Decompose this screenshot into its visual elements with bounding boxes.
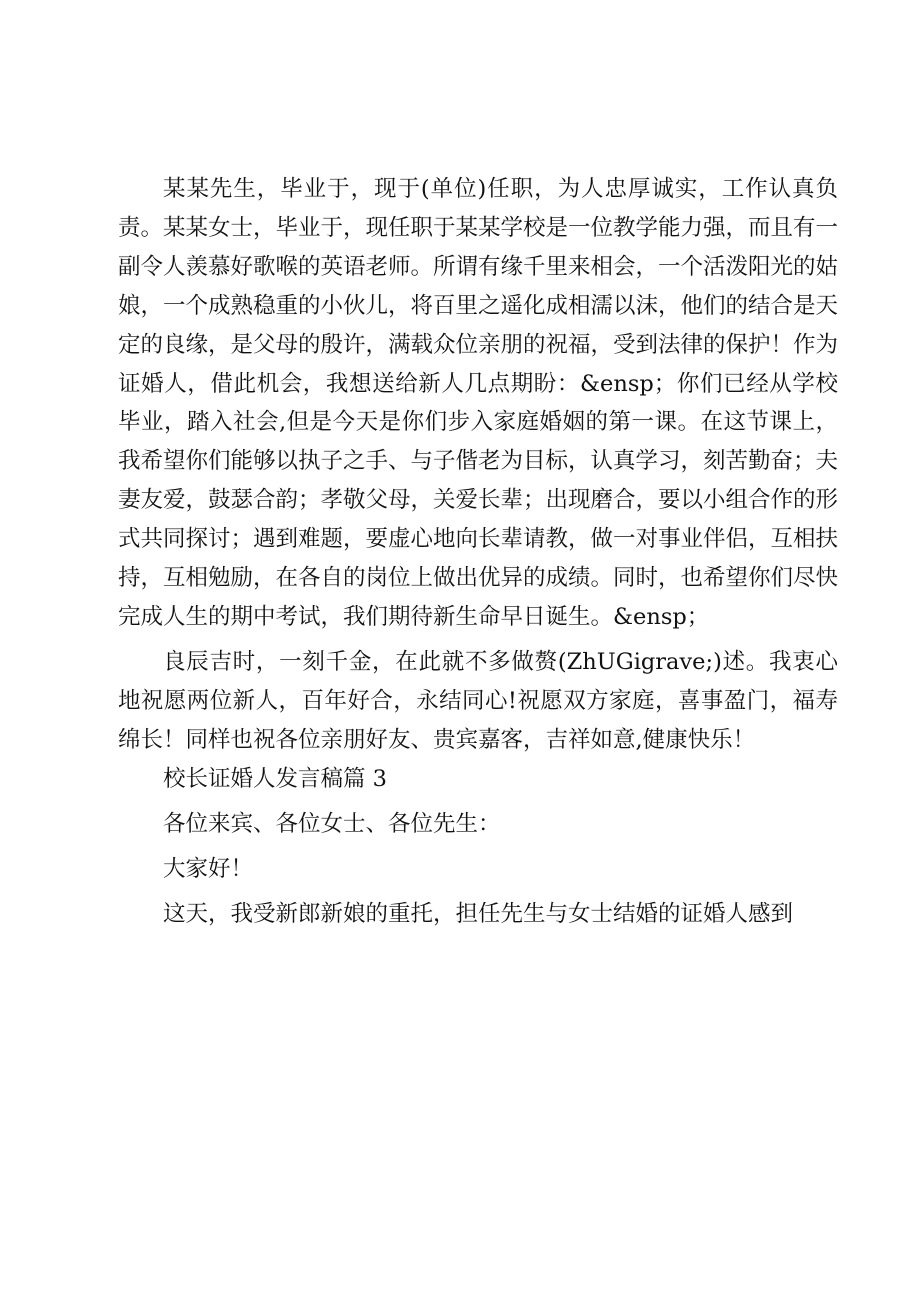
document-body (118, 170, 838, 933)
greeting: 大家好！ (163, 855, 254, 882)
paragraph-introduction: 某某先生，毕业于，现于(单位)任职，为人忠厚诚实，工作认真负责。某某女士，毕业于，现任职于某某学校是一位教学能力强，而且有一副令人羡慕好歌喉的英语老师。所谓有缘千里来相会，一个活泼阳光的姑娘，一个成熟稳重的小伙儿，将百里之遥化成相濡以沫，他们的结合是天定的良缘，是父母的殷许，满载众位亲朋的祝福，受到法律的保护！作为证婚人，借此机会，我想送给新人几点期盼：&ensp；你们已经从学校毕业，踏入社会,但是今天是你们步入家庭婚姻的第一课。在这节课上，我希望你们能够以执子之手、与子偕老为目标，认真学习，刻苦勤奋；夫妻友爱，鼓瑟合韵；孝敬父母，关爱长辈；出现磨合，要以小组合作的形式共同探讨；遇到难题，要虚心地向长辈请教，做一对事业伴侣，互相扶持，互相勉励，在各自的岗位上做出优异的成绩。同时，也希望你们尽快完成人生的期中考试，我们期待新生命早日诞生。&ensp； (118, 176, 839, 630)
salutation: 各位来宾、各位女士、各位先生： (163, 810, 501, 837)
section-title: 校长证婚人发言稿篇 3 (163, 765, 387, 792)
closing-line: 这天，我受新郎新娘的重托，担任先生与女士结婚的证婚人感到 (163, 900, 794, 927)
paragraph-blessing: 良辰吉时，一刻千金，在此就不多做赘(ZhUGigrave;)述。我衷心地祝愿两位新人，百年好合，永结同心!祝愿双方家庭，喜事盈门，福寿绵长！同样也祝各位亲朋好友、贵宾嘉客，吉祥如意,健康快乐！ (118, 648, 838, 753)
